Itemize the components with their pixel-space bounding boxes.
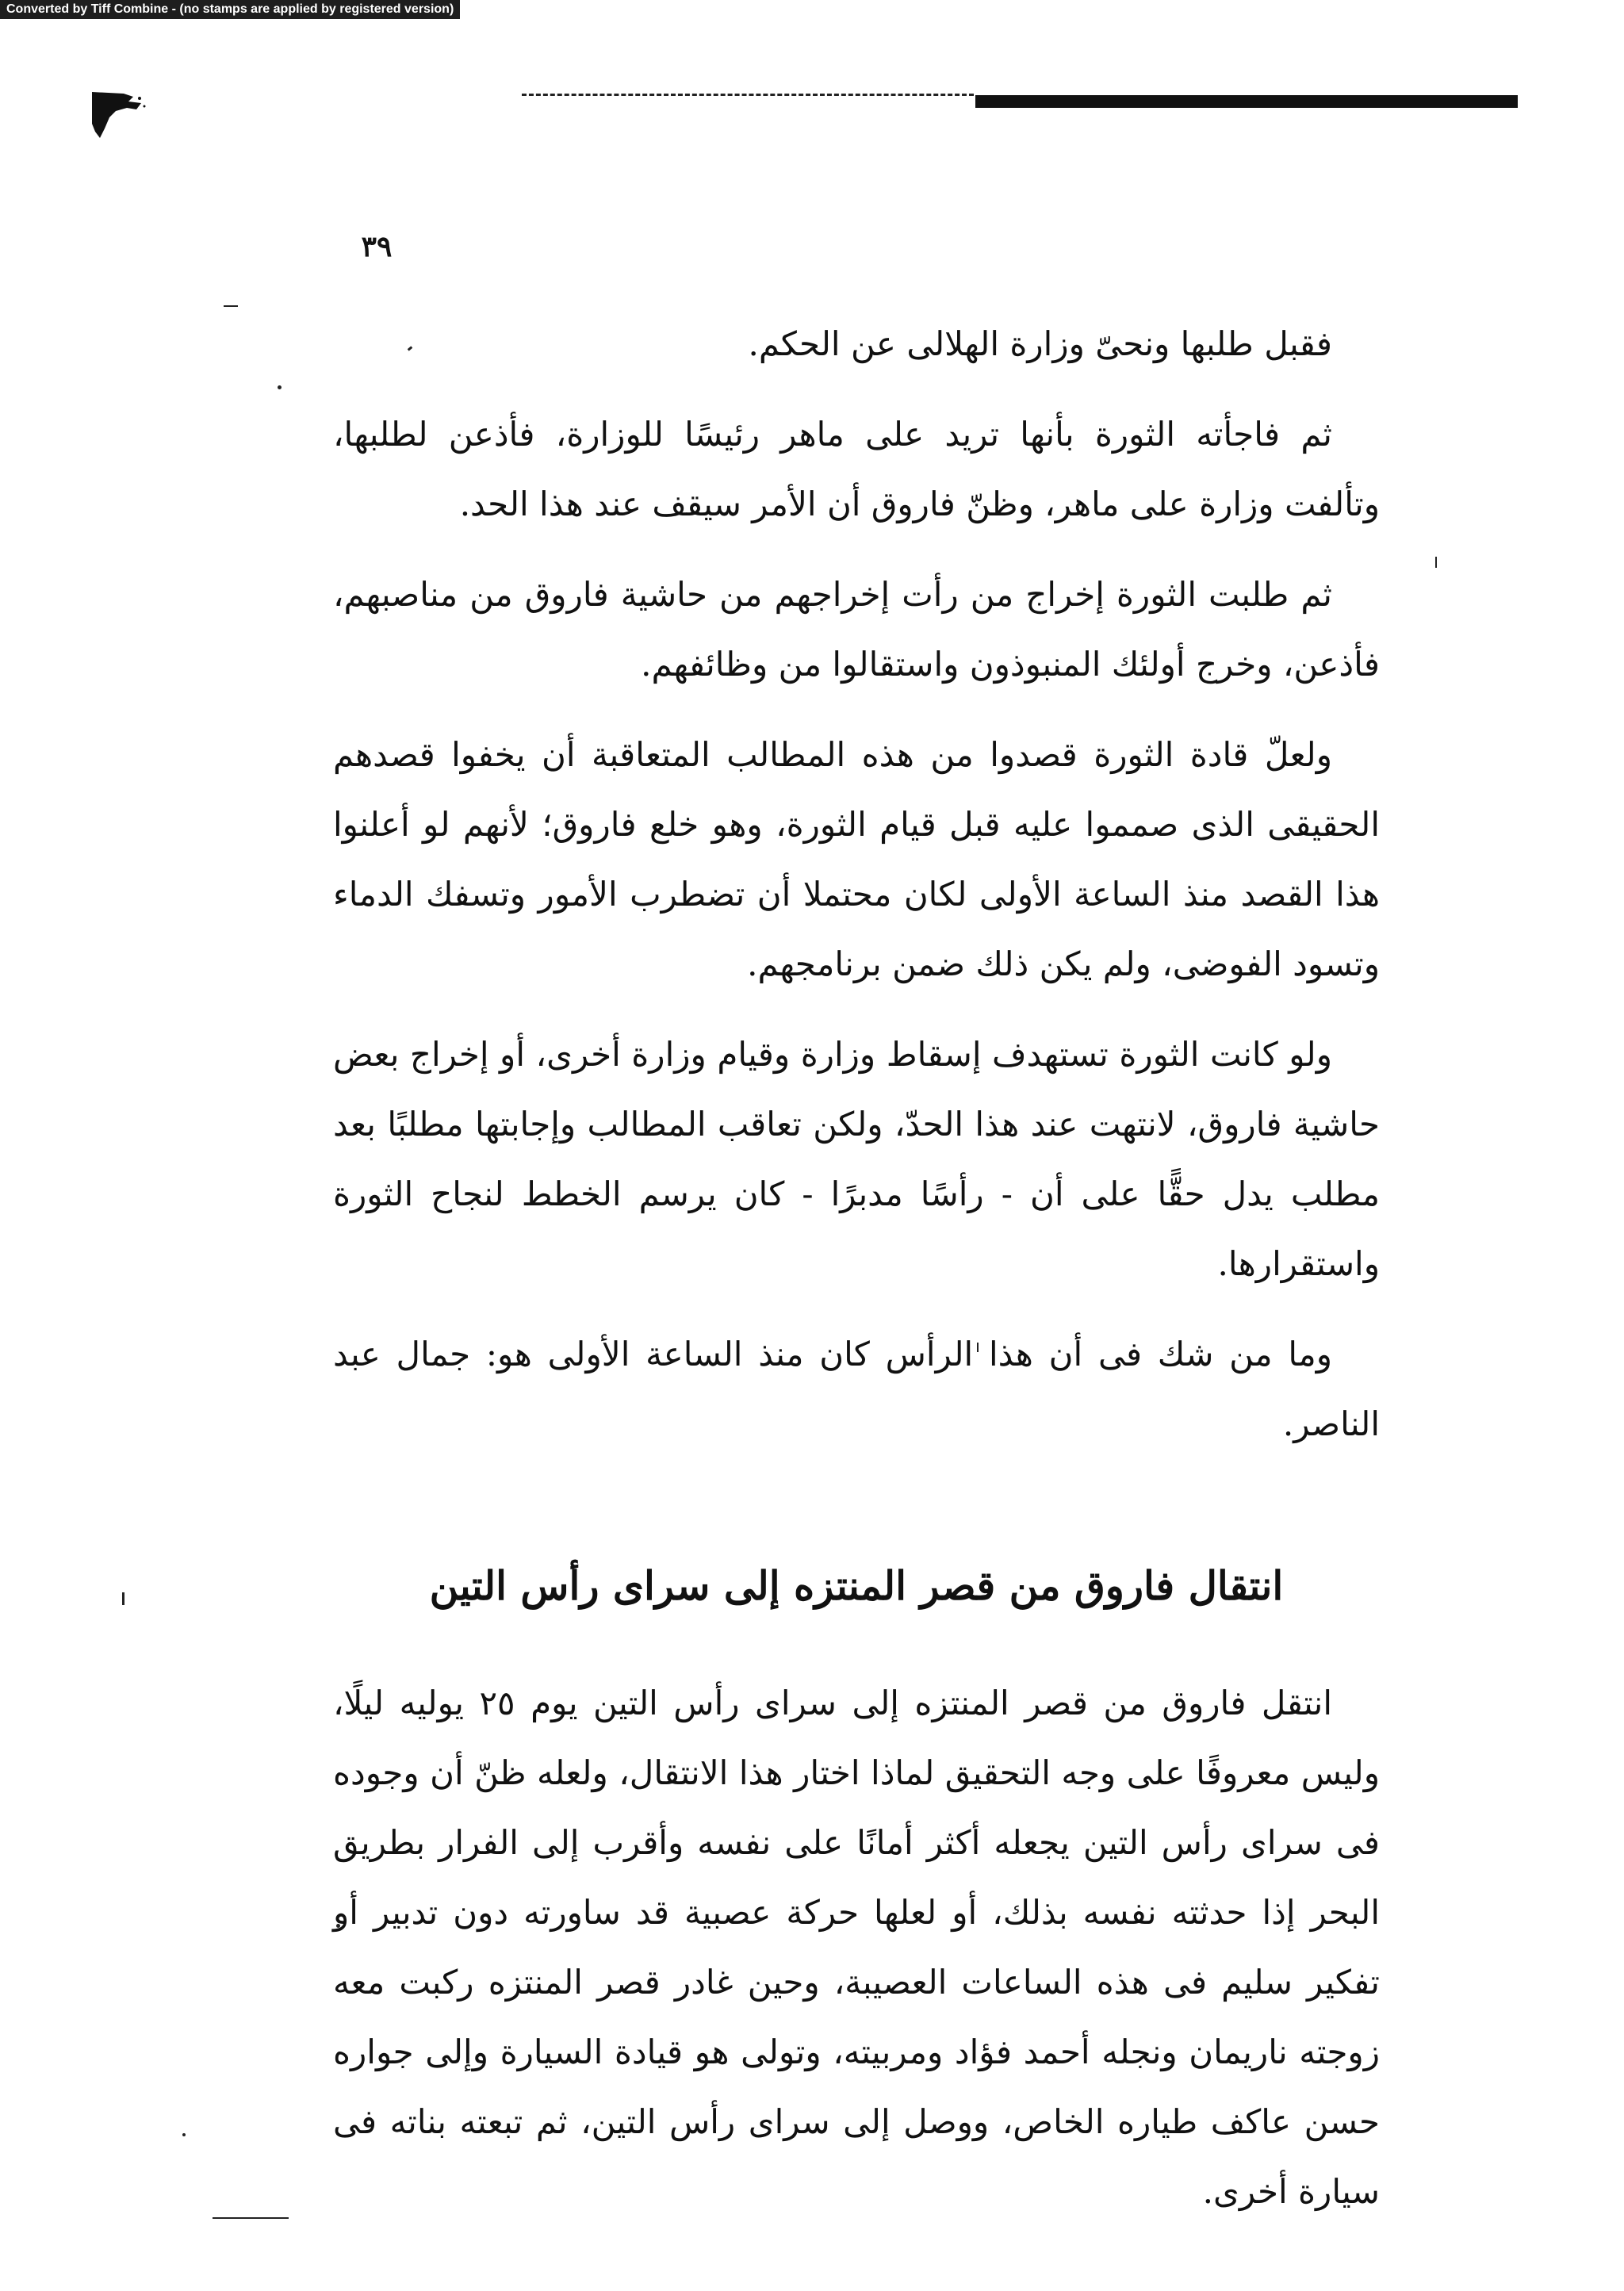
scan-speck bbox=[1435, 557, 1437, 568]
paragraph: فقبل طلبها ونحىّ وزارة الهلالى عن الحكم. bbox=[748, 324, 1332, 363]
paragraph: ولو كانت الثورة تستهدف إسقاط وزارة وقيام وزارة أخرى، أو إخراج بعض حاشية فاروق، لانتهت عند هذا الحدّ، ولكن تعاقب المطالب وإجابتها مطلبًا بعد مطلب يدل حقًّا على أن - رأسًا مدبرًا - كان يرسم الخطط لنجاح الثورة واستقرارها. bbox=[333, 1035, 1380, 1283]
page-number: ٣٩ bbox=[361, 230, 393, 263]
paragraph: ثم فاجأته الثورة بأنها تريد على ماهر رئيسًا للوزارة، فأذعن لطلبها، وتألفت وزارة على ماهر، وظنّ فاروق أن الأمر سيقف عند هذا الحد. bbox=[333, 415, 1380, 523]
scan-speck bbox=[122, 1592, 124, 1605]
body-text bbox=[333, 309, 1380, 2247]
scan-speck bbox=[224, 305, 238, 307]
paragraph: ثم طلبت الثورة إخراج من رأت إخراجهم من حاشية فاروق من مناصبهم، فأذعن، وخرج أولئك المنبوذون واستقالوا من وظائفهم. bbox=[333, 575, 1380, 684]
footer-rule bbox=[213, 2217, 289, 2219]
scan-speck bbox=[278, 385, 282, 389]
paragraph: ولعلّ قادة الثورة قصدوا من هذه المطالب المتعاقبة أن يخفوا قصدهم الحقيقى الذى صمموا عليه قبل قيام الثورة، وهو خلع فاروق؛ لأنهم لو أعلنوا هذا القصد منذ الساعة الأولى لكان محتملا أن تضطرب الأمور وتسفك الدماء وتسود الفوضى، ولم يكن ذلك ضمن برنامجهم. bbox=[333, 735, 1380, 983]
conversion-banner: Converted by Tiff Combine - (no stamps are applied by registered version) bbox=[0, 0, 460, 19]
scan-speck bbox=[182, 2133, 186, 2136]
header-dashed-rule bbox=[522, 94, 974, 96]
header-thick-rule bbox=[975, 95, 1518, 108]
section-paragraph: انتقل فاروق من قصر المنتزه إلى سراى رأس التين يوم ٢٥ يوليه ليلًا، وليس معروفًا على وجه التحقيق لماذا اختار هذا الانتقال، ولعله ظنّ أن وجوده فى سراى رأس التين يجعله أكثر أمانًا على نفسه وأقرب إلى الفرار بطريق البحر إذا حدثته نفسه بذلك، أو لعلها حركة عصبية قد ساورته دون تدبير أو تفكير سليم فى هذه الساعات العصيبة، وحين غادر قصر المنتزه ركبت معه زوجته ناريمان ونجله أحمد فؤاد ومربيته، وتولى هو قيادة السيارة وإلى جواره حسن عاكف طياره الخاص، ووصل إلى سراى رأس التين، ثم تبعته بناته فى سيارة أخرى. bbox=[333, 1684, 1380, 2211]
paragraph: وما من شك فى أن هذا الرأس كان منذ الساعة الأولى هو: جمال عبد الناصر. bbox=[333, 1335, 1380, 1443]
corner-ink-mark bbox=[92, 92, 147, 140]
section-heading: انتقال فاروق من قصر المنتزه إلى سراى رأس التين bbox=[429, 1562, 1284, 1609]
